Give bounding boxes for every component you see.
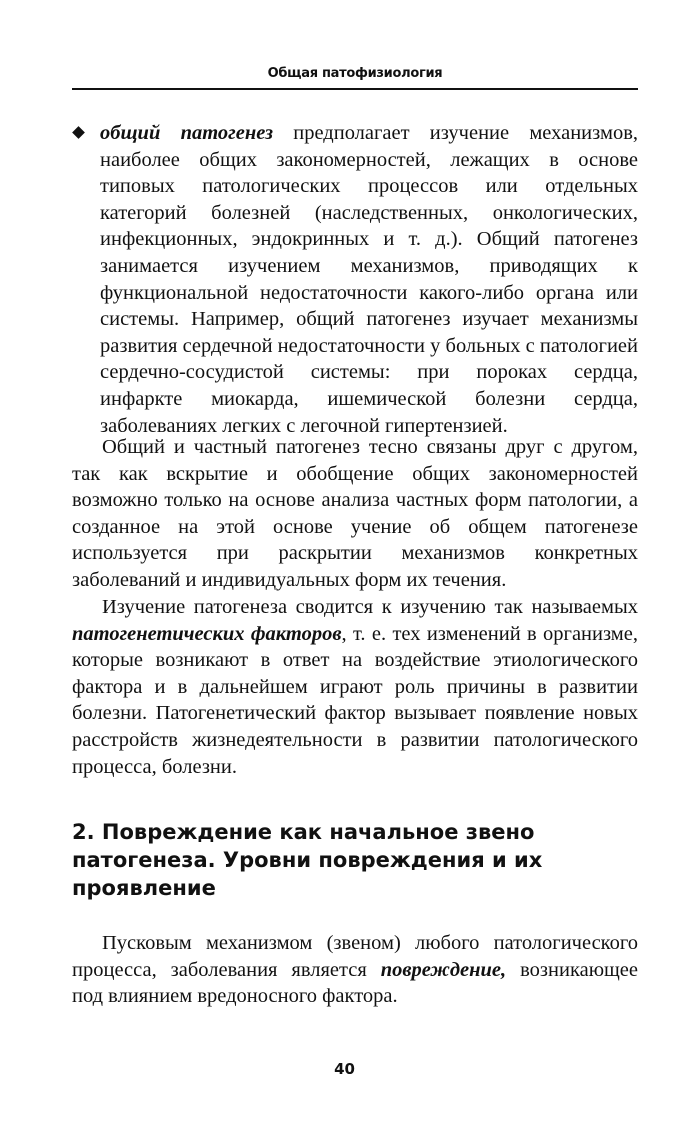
paragraph-2-term: патогенетических факторов: [72, 622, 342, 645]
section-heading: 2. Повреждение как начальное звено патогенеза. Уровни повреждения и их проявление: [72, 820, 543, 900]
page-number: 40: [334, 1060, 355, 1078]
paragraph-1-text: Общий и частный патогенез тесно связаны друг с другом, так как вскрытие и обобщение общих закономерностей возможно только на основе анализа частных форм патологии, а созданное на этой основе учение об общем патогенезе используется при раскрытии механизмов конкретных заболеваний и индивидуальных форм их течения.: [72, 436, 638, 591]
header-rule: [72, 88, 638, 90]
running-header-title: Общая патофизиология: [267, 66, 443, 81]
bullet-text: предполагает изучение механизмов, наиболее общих закономерностей, лежащих в основе типовых патологических процессов или отдельных категорий болезней (наследственных, онкологических, инфекционных, эндокринных и т. д.). Общий патогенез занимается изучением механизмов, приводящих к функциональной недостаточности какого-либо органа или системы. Например, общий патогенез изучает механизмы развития сердечной недостаточности у больных с патологией сердечно-сосудистой системы: при пороках сердца, инфаркте миокарда, ишемической болезни сердца, заболеваниях легких с легочной гипертензией.: [100, 122, 638, 437]
paragraph-1: [72, 434, 638, 594]
paragraph-3: [72, 930, 638, 1010]
bullet-term: общий патогенез: [100, 122, 274, 144]
paragraph-3-after: возникающее под влиянием вредоносного фактора.: [72, 958, 638, 1008]
paragraph-2: [72, 594, 638, 780]
running-header: [72, 54, 638, 90]
diamond-bullet-icon: [72, 126, 85, 139]
bullet-item: [100, 120, 638, 439]
paragraph-2-after: , т. е. тех изменений в организме, которые возникают в ответ на воздействие этиологического фактора и в дальнейшем играют роль причины в развитии болезни. Патогенетический фактор вызывает появление новых расстройств жизнедеятельности в развитии патологического процесса, болезни.: [72, 622, 638, 778]
paragraph-3-term: повреждение,: [380, 958, 507, 981]
paragraph-2-before: Изучение патогенеза сводится к изучению так называемых: [102, 596, 638, 618]
paragraph-3-before: Пусковым механизмом (звеном) любого патологического процесса, заболевания является: [72, 932, 638, 981]
